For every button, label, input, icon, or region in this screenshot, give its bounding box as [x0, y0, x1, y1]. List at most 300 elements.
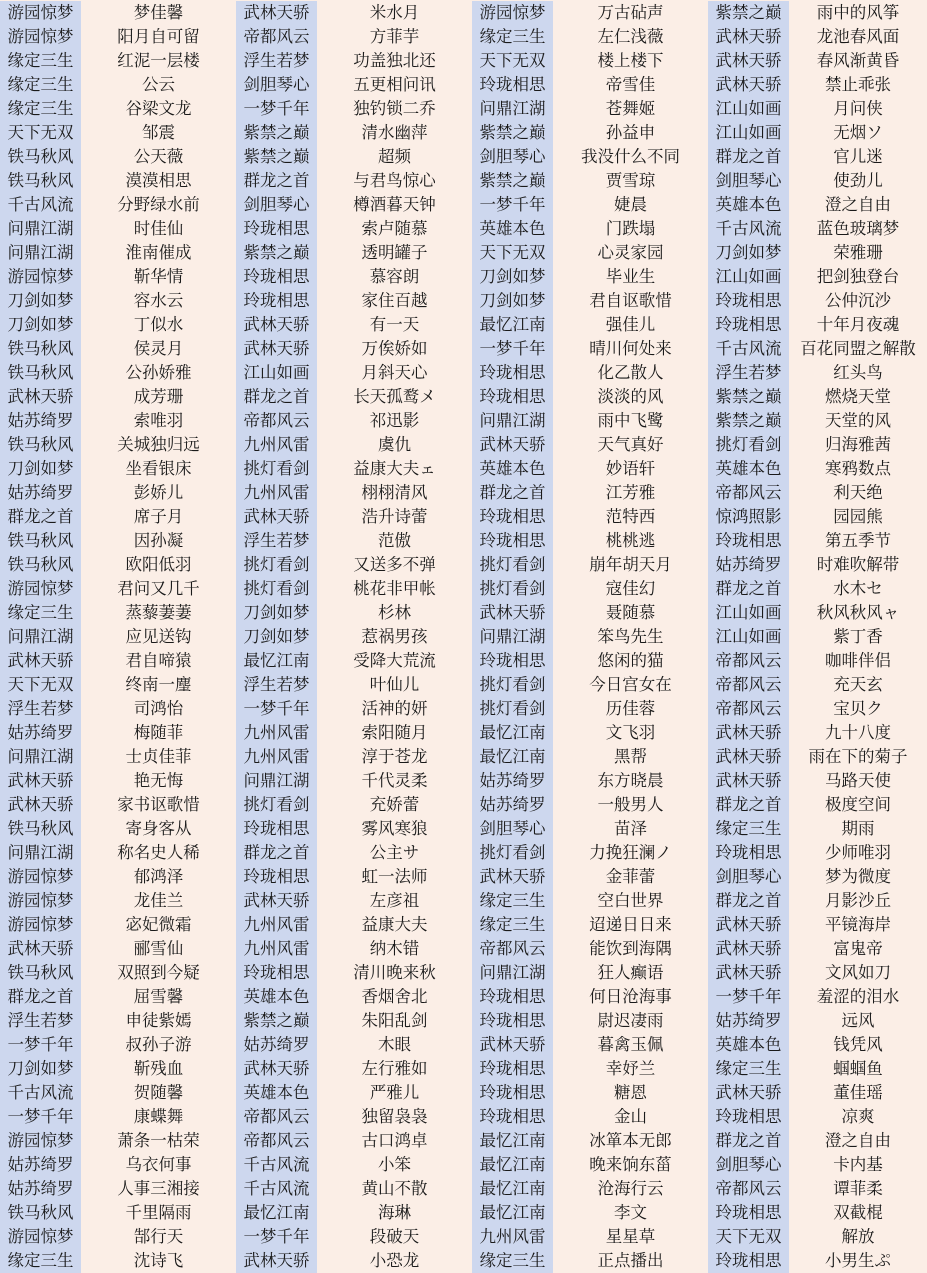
server-cell: 姑苏绮罗	[472, 793, 553, 817]
name-cell: 木眼	[317, 1033, 472, 1057]
server-cell: 剑胆琴心	[236, 193, 317, 217]
name-cell: 桃桃逃	[553, 529, 708, 553]
server-cell: 一梦千年	[236, 697, 317, 721]
name-cell: 咖啡伴侣	[789, 649, 927, 673]
name-cell: 悠闲的猫	[553, 649, 708, 673]
name-cell: 文飞羽	[553, 721, 708, 745]
server-cell: 一梦千年	[472, 337, 553, 361]
name-cell: 双照到今疑	[81, 961, 236, 985]
name-cell: 五更相问讯	[317, 73, 472, 97]
name-cell: 君自讴歌惜	[553, 289, 708, 313]
name-cell: 独留袅袅	[317, 1105, 472, 1129]
name-cell: 婕晨	[553, 193, 708, 217]
name-cell: 荣雅珊	[789, 241, 927, 265]
name-cell: 充天玄	[789, 673, 927, 697]
name-cell: 聂随慕	[553, 601, 708, 625]
name-cell: 沈诗飞	[81, 1249, 236, 1273]
name-cell: 天气真好	[553, 433, 708, 457]
server-cell: 武林天骄	[472, 1033, 553, 1057]
name-cell: 屈雪馨	[81, 985, 236, 1009]
name-cell: 索阳随月	[317, 721, 472, 745]
server-cell: 剑胆琴心	[472, 817, 553, 841]
name-cell: 笨鸟先生	[553, 625, 708, 649]
server-cell: 挑灯看剑	[472, 553, 553, 577]
name-cell: 清水幽萍	[317, 121, 472, 145]
name-cell: 帝雪佳	[553, 73, 708, 97]
name-cell: 月问侠	[789, 97, 927, 121]
name-cell: 楼上楼下	[553, 49, 708, 73]
name-cell: 司鸿怡	[81, 697, 236, 721]
name-cell: 梦为微度	[789, 865, 927, 889]
name-cell: 米水月	[317, 1, 472, 25]
server-cell: 帝都风云	[472, 937, 553, 961]
name-cell: 古口鸿卓	[317, 1129, 472, 1153]
server-cell: 玲珑相思	[708, 1105, 789, 1129]
server-cell: 武林天骄	[708, 937, 789, 961]
server-cell: 武林天骄	[472, 433, 553, 457]
name-cell: 淡淡的风	[553, 385, 708, 409]
name-cell: 燃烧天堂	[789, 385, 927, 409]
name-cell: 雨在下的菊子	[789, 745, 927, 769]
server-cell: 铁马秋风	[0, 145, 81, 169]
name-cell: 晚来饷东菑	[553, 1153, 708, 1177]
name-cell: 苗泽	[553, 817, 708, 841]
name-cell: 董佳瑶	[789, 1081, 927, 1105]
name-cell: 坐看银床	[81, 457, 236, 481]
server-cell: 玲珑相思	[472, 649, 553, 673]
server-cell: 英雄本色	[472, 457, 553, 481]
name-cell: 樽酒暮天钟	[317, 193, 472, 217]
server-cell: 武林天骄	[236, 889, 317, 913]
name-cell: 欧阳低羽	[81, 553, 236, 577]
name-cell: 水木セ	[789, 577, 927, 601]
server-cell: 帝都风云	[708, 481, 789, 505]
server-cell: 武林天骄	[472, 865, 553, 889]
server-cell: 缘定三生	[0, 49, 81, 73]
server-cell: 江山如画	[708, 121, 789, 145]
server-cell: 游园惊梦	[0, 577, 81, 601]
name-cell: 冰箪本无郎	[553, 1129, 708, 1153]
server-cell: 紫禁之巅	[708, 385, 789, 409]
name-cell: 天堂的风	[789, 409, 927, 433]
server-cell: 刀剑如梦	[0, 1057, 81, 1081]
name-cell: 功盖独北还	[317, 49, 472, 73]
server-cell: 天下无双	[472, 49, 553, 73]
name-cell: 妙语轩	[553, 457, 708, 481]
name-cell: 雨中飞鹭	[553, 409, 708, 433]
name-cell: 龙池春风面	[789, 25, 927, 49]
name-cell: 归海雅茜	[789, 433, 927, 457]
server-cell: 剑胆琴心	[472, 145, 553, 169]
server-cell: 武林天骄	[708, 913, 789, 937]
name-cell: 申徒紫嫣	[81, 1009, 236, 1033]
server-cell: 姑苏绮罗	[0, 1153, 81, 1177]
name-cell: 蓝色玻璃梦	[789, 217, 927, 241]
name-cell: 万俟娇如	[317, 337, 472, 361]
name-cell: 因孙凝	[81, 529, 236, 553]
server-cell: 玲珑相思	[472, 505, 553, 529]
server-cell: 铁马秋风	[0, 433, 81, 457]
name-cell: 容水云	[81, 289, 236, 313]
name-cell: 崩年胡天月	[553, 553, 708, 577]
name-cell: 寇佳幻	[553, 577, 708, 601]
name-cell: 我没什么不同	[553, 145, 708, 169]
server-cell: 问鼎江湖	[236, 769, 317, 793]
name-cell: 空白世界	[553, 889, 708, 913]
name-cell: 时佳仙	[81, 217, 236, 241]
server-cell: 游园惊梦	[0, 889, 81, 913]
server-cell: 群龙之首	[236, 385, 317, 409]
server-cell: 九州风雷	[236, 481, 317, 505]
server-cell: 武林天骄	[472, 601, 553, 625]
server-cell: 铁马秋风	[0, 529, 81, 553]
name-cell: 紫丁香	[789, 625, 927, 649]
name-cell: 称名史人稀	[81, 841, 236, 865]
server-cell: 挑灯看剑	[472, 697, 553, 721]
server-cell: 挑灯看剑	[236, 793, 317, 817]
server-cell: 玲珑相思	[708, 529, 789, 553]
server-cell: 紫禁之巅	[236, 121, 317, 145]
server-cell: 惊鸿照影	[708, 505, 789, 529]
server-cell: 刀剑如梦	[236, 601, 317, 625]
name-cell: 靳残血	[81, 1057, 236, 1081]
server-cell: 玲珑相思	[472, 1081, 553, 1105]
name-cell: 澄之自由	[789, 193, 927, 217]
name-cell: 淳于苍龙	[317, 745, 472, 769]
name-cell: 虞仇	[317, 433, 472, 457]
server-cell: 游园惊梦	[0, 1129, 81, 1153]
server-cell: 帝都风云	[236, 1105, 317, 1129]
name-cell: 红头鸟	[789, 361, 927, 385]
server-cell: 浮生若梦	[0, 1009, 81, 1033]
name-cell: 靳华情	[81, 265, 236, 289]
server-cell: 剑胆琴心	[236, 73, 317, 97]
server-cell: 最忆江南	[236, 649, 317, 673]
name-cell: 超频	[317, 145, 472, 169]
name-cell: 公仲沉沙	[789, 289, 927, 313]
name-cell: 谷梁文龙	[81, 97, 236, 121]
server-cell: 武林天骄	[236, 1249, 317, 1273]
name-cell: 百花同盟之解散	[789, 337, 927, 361]
name-cell: 千代灵柔	[317, 769, 472, 793]
server-cell: 紫禁之巅	[236, 241, 317, 265]
name-cell: 无烟ソ	[789, 121, 927, 145]
name-cell: 江芳雅	[553, 481, 708, 505]
name-cell: 阳月自可留	[81, 25, 236, 49]
server-cell: 游园惊梦	[0, 913, 81, 937]
server-cell: 武林天骄	[708, 961, 789, 985]
server-cell: 姑苏绮罗	[472, 769, 553, 793]
name-cell: 左行雅如	[317, 1057, 472, 1081]
server-cell: 游园惊梦	[0, 265, 81, 289]
name-cell: 黑帮	[553, 745, 708, 769]
name-cell: 双截棍	[789, 1201, 927, 1225]
server-cell: 群龙之首	[708, 1129, 789, 1153]
server-cell: 姑苏绮罗	[0, 481, 81, 505]
server-cell: 浮生若梦	[708, 361, 789, 385]
server-cell: 最忆江南	[472, 1129, 553, 1153]
server-cell: 千古风流	[236, 1177, 317, 1201]
name-cell: 人事三湘接	[81, 1177, 236, 1201]
name-cell: 寒鸦数点	[789, 457, 927, 481]
server-cell: 群龙之首	[708, 889, 789, 913]
name-cell: 应见送钩	[81, 625, 236, 649]
name-cell: 朱阳乱剑	[317, 1009, 472, 1033]
server-cell: 铁马秋风	[0, 1201, 81, 1225]
server-cell: 缘定三生	[472, 1249, 553, 1273]
name-cell: 钱凭风	[789, 1033, 927, 1057]
server-cell: 缘定三生	[0, 97, 81, 121]
server-cell: 紫禁之巅	[236, 145, 317, 169]
server-cell: 刀剑如梦	[0, 313, 81, 337]
server-cell: 缘定三生	[708, 817, 789, 841]
name-cell: 段破天	[317, 1225, 472, 1249]
name-cell: 化乙散人	[553, 361, 708, 385]
name-cell: 益康大夫ェ	[317, 457, 472, 481]
name-cell: 郜行天	[81, 1225, 236, 1249]
server-name-table	[0, 1, 927, 1273]
server-cell: 浮生若梦	[0, 697, 81, 721]
server-cell: 挑灯看剑	[472, 841, 553, 865]
server-cell: 玲珑相思	[236, 961, 317, 985]
server-cell: 武林天骄	[236, 505, 317, 529]
server-cell: 武林天骄	[236, 313, 317, 337]
name-cell: 毕业生	[553, 265, 708, 289]
name-cell: 慕容朗	[317, 265, 472, 289]
name-cell: 透明罐子	[317, 241, 472, 265]
name-cell: 今日宫女在	[553, 673, 708, 697]
name-cell: 月影沙丘	[789, 889, 927, 913]
server-cell: 缘定三生	[0, 601, 81, 625]
server-cell: 铁马秋风	[0, 817, 81, 841]
server-cell: 铁马秋风	[0, 169, 81, 193]
name-cell: 与君鸟惊心	[317, 169, 472, 193]
server-cell: 武林天骄	[0, 937, 81, 961]
server-cell: 问鼎江湖	[0, 217, 81, 241]
server-cell: 九州风雷	[236, 745, 317, 769]
server-cell: 英雄本色	[236, 985, 317, 1009]
name-cell: 清川晚来秋	[317, 961, 472, 985]
server-cell: 武林天骄	[0, 793, 81, 817]
server-cell: 玲珑相思	[708, 841, 789, 865]
name-cell: 活神的妍	[317, 697, 472, 721]
server-cell: 缘定三生	[0, 73, 81, 97]
name-cell: 公孙娇雅	[81, 361, 236, 385]
server-cell: 帝都风云	[708, 1177, 789, 1201]
server-cell: 玲珑相思	[472, 1009, 553, 1033]
name-cell: 萧条一枯荣	[81, 1129, 236, 1153]
server-cell: 刀剑如梦	[236, 625, 317, 649]
server-cell: 问鼎江湖	[472, 625, 553, 649]
name-cell: 金山	[553, 1105, 708, 1129]
name-cell: 黄山不散	[317, 1177, 472, 1201]
server-cell: 一梦千年	[472, 193, 553, 217]
server-cell: 英雄本色	[236, 1081, 317, 1105]
name-cell: 方菲芋	[317, 25, 472, 49]
server-cell: 刀剑如梦	[472, 289, 553, 313]
name-cell: 李文	[553, 1201, 708, 1225]
server-cell: 江山如画	[708, 265, 789, 289]
name-cell: 惹祸男孩	[317, 625, 472, 649]
name-cell: 期雨	[789, 817, 927, 841]
name-cell: 又送多不弹	[317, 553, 472, 577]
server-cell: 天下无双	[472, 241, 553, 265]
server-cell: 浮生若梦	[236, 49, 317, 73]
name-cell: 梅随菲	[81, 721, 236, 745]
name-cell: 谭菲柔	[789, 1177, 927, 1201]
name-cell: 马路天使	[789, 769, 927, 793]
server-cell: 游园惊梦	[0, 1225, 81, 1249]
server-cell: 江山如画	[236, 361, 317, 385]
name-cell: 香烟舍北	[317, 985, 472, 1009]
name-cell: 雾风寒狼	[317, 817, 472, 841]
server-cell: 千古风流	[236, 1153, 317, 1177]
server-cell: 缘定三生	[472, 889, 553, 913]
name-cell: 月斜天心	[317, 361, 472, 385]
server-cell: 玲珑相思	[708, 313, 789, 337]
server-cell: 群龙之首	[708, 145, 789, 169]
server-cell: 最忆江南	[472, 1201, 553, 1225]
server-cell: 帝都风云	[236, 25, 317, 49]
server-cell: 问鼎江湖	[472, 961, 553, 985]
server-cell: 武林天骄	[0, 649, 81, 673]
server-cell: 英雄本色	[472, 217, 553, 241]
server-cell: 群龙之首	[708, 577, 789, 601]
server-cell: 一梦千年	[0, 1033, 81, 1057]
name-cell: 左仁浅薇	[553, 25, 708, 49]
server-cell: 武林天骄	[236, 1, 317, 25]
name-cell: 第五季节	[789, 529, 927, 553]
server-cell: 游园惊梦	[0, 865, 81, 889]
server-cell: 玲珑相思	[472, 385, 553, 409]
server-cell: 天下无双	[708, 1225, 789, 1249]
server-cell: 姑苏绮罗	[0, 721, 81, 745]
name-cell: 小男生ぷ	[789, 1249, 927, 1273]
name-cell: 糖恩	[553, 1081, 708, 1105]
name-cell: 晴川何处来	[553, 337, 708, 361]
server-cell: 问鼎江湖	[0, 241, 81, 265]
server-cell: 玲珑相思	[236, 289, 317, 313]
name-cell: 文风如刀	[789, 961, 927, 985]
name-cell: 范傲	[317, 529, 472, 553]
name-cell: 受降大荒流	[317, 649, 472, 673]
server-cell: 挑灯看剑	[472, 577, 553, 601]
name-cell: 解放	[789, 1225, 927, 1249]
name-cell: 苍舞姬	[553, 97, 708, 121]
server-cell: 群龙之首	[472, 481, 553, 505]
name-cell: 把剑独登台	[789, 265, 927, 289]
server-cell: 玲珑相思	[708, 1201, 789, 1225]
name-cell: 能饮到海隅	[553, 937, 708, 961]
name-cell: 有一天	[317, 313, 472, 337]
server-cell: 挑灯看剑	[236, 457, 317, 481]
name-cell: 秋风秋风ャ	[789, 601, 927, 625]
server-cell: 紫禁之巅	[472, 169, 553, 193]
server-cell: 千古风流	[0, 193, 81, 217]
name-cell: 凉爽	[789, 1105, 927, 1129]
name-cell: 宓妃微霜	[81, 913, 236, 937]
name-cell: 使劲儿	[789, 169, 927, 193]
name-cell: 艳无悔	[81, 769, 236, 793]
name-cell: 心灵家园	[553, 241, 708, 265]
name-cell: 康蝶舞	[81, 1105, 236, 1129]
name-cell: 左彦祖	[317, 889, 472, 913]
name-cell: 淮南催成	[81, 241, 236, 265]
server-cell: 玲珑相思	[472, 985, 553, 1009]
name-cell: 千里隔雨	[81, 1201, 236, 1225]
server-cell: 姑苏绮罗	[236, 1033, 317, 1057]
name-cell: 小笨	[317, 1153, 472, 1177]
server-cell: 千古风流	[708, 217, 789, 241]
server-cell: 浮生若梦	[236, 529, 317, 553]
name-cell: 星星草	[553, 1225, 708, 1249]
server-cell: 姑苏绮罗	[708, 1009, 789, 1033]
name-cell: 分野绿水前	[81, 193, 236, 217]
server-cell: 玲珑相思	[236, 217, 317, 241]
name-cell: 寄身客从	[81, 817, 236, 841]
server-cell: 九州风雷	[236, 913, 317, 937]
server-cell: 最忆江南	[472, 1153, 553, 1177]
server-cell: 最忆江南	[472, 721, 553, 745]
name-cell: 关城独归远	[81, 433, 236, 457]
name-cell: 强佳儿	[553, 313, 708, 337]
name-cell: 公天薇	[81, 145, 236, 169]
name-cell: 贾雪琼	[553, 169, 708, 193]
server-cell: 铁马秋风	[0, 337, 81, 361]
name-cell: 龙佳兰	[81, 889, 236, 913]
name-cell: 宝贝ク	[789, 697, 927, 721]
name-cell: 席子月	[81, 505, 236, 529]
server-cell: 英雄本色	[708, 1033, 789, 1057]
server-cell: 武林天骄	[0, 385, 81, 409]
name-cell: 桃花非甲帐	[317, 577, 472, 601]
server-cell: 一梦千年	[708, 985, 789, 1009]
server-cell: 江山如画	[708, 601, 789, 625]
server-cell: 挑灯看剑	[236, 577, 317, 601]
server-cell: 游园惊梦	[0, 25, 81, 49]
name-cell: 公主サ	[317, 841, 472, 865]
server-cell: 江山如画	[708, 97, 789, 121]
name-cell: 沧海行云	[553, 1177, 708, 1201]
server-cell: 问鼎江湖	[0, 745, 81, 769]
server-cell: 游园惊梦	[472, 1, 553, 25]
server-cell: 玲珑相思	[236, 265, 317, 289]
name-cell: 小恐龙	[317, 1249, 472, 1273]
server-cell: 铁马秋风	[0, 361, 81, 385]
server-cell: 姑苏绮罗	[708, 553, 789, 577]
name-cell: 漠漠相思	[81, 169, 236, 193]
server-cell: 紫禁之巅	[236, 1009, 317, 1033]
server-cell: 帝都风云	[708, 649, 789, 673]
name-cell: 远风	[789, 1009, 927, 1033]
server-cell: 玲珑相思	[708, 1249, 789, 1273]
server-cell: 九州风雷	[236, 433, 317, 457]
server-cell: 武林天骄	[0, 769, 81, 793]
name-cell: 士贞佳菲	[81, 745, 236, 769]
name-cell: 利天绝	[789, 481, 927, 505]
server-cell: 刀剑如梦	[472, 265, 553, 289]
name-cell: 金菲蕾	[553, 865, 708, 889]
name-cell: 益康大夫	[317, 913, 472, 937]
name-cell: 充娇蕾	[317, 793, 472, 817]
name-cell: 彭娇儿	[81, 481, 236, 505]
name-cell: 卡内基	[789, 1153, 927, 1177]
server-cell: 武林天骄	[708, 721, 789, 745]
server-cell: 一梦千年	[236, 1225, 317, 1249]
name-cell: 索唯羽	[81, 409, 236, 433]
server-cell: 一梦千年	[236, 97, 317, 121]
name-cell: 丁似水	[81, 313, 236, 337]
